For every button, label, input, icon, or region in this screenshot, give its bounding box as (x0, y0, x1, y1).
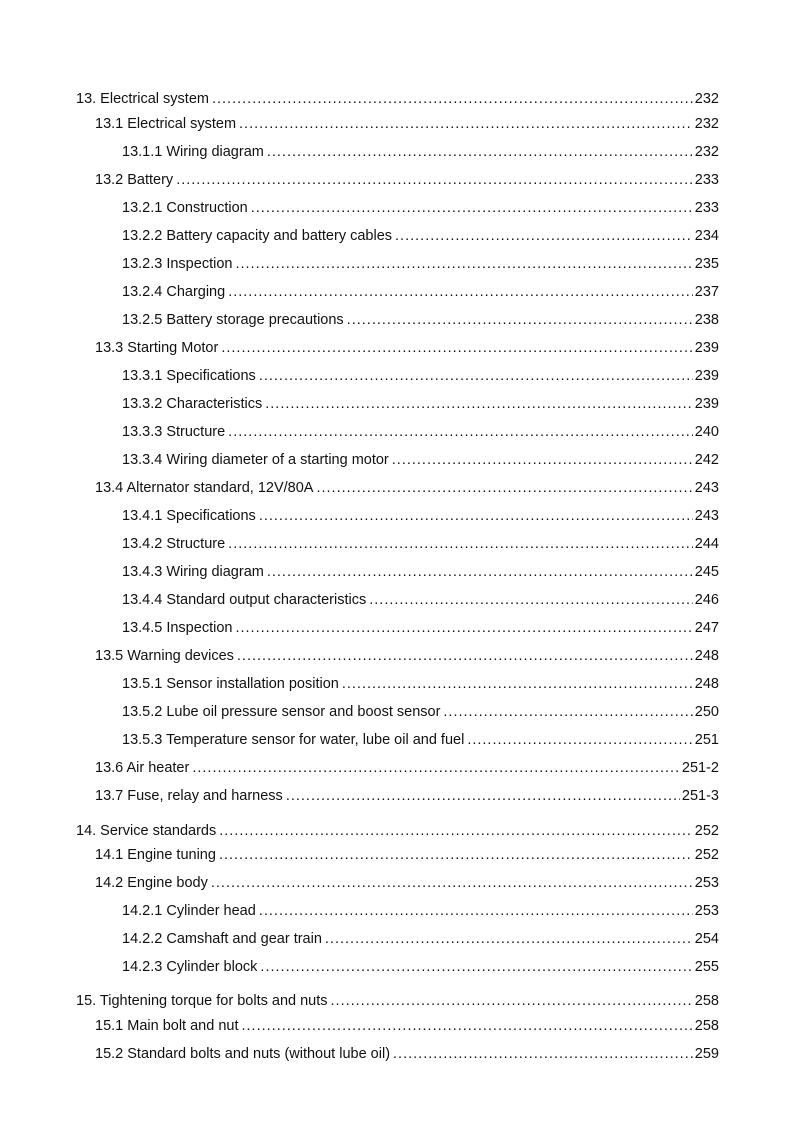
toc-entry-page: 247 (694, 620, 719, 636)
toc-leader-dots (369, 590, 693, 610)
toc-entry-title: 15.2 Standard bolts and nuts (without lube oil) (95, 1046, 391, 1062)
toc-entry-title: 13.4.1 Specifications (122, 508, 256, 524)
toc-entry-page: 240 (694, 424, 719, 440)
toc-entry-page: 232 (694, 91, 719, 107)
toc-leader-dots (221, 338, 692, 358)
toc-leader-dots (393, 1044, 693, 1064)
toc-entry-page: 232 (694, 116, 719, 132)
toc-leader-dots (467, 730, 692, 750)
toc-entry[interactable] (76, 89, 719, 109)
toc-entry[interactable] (122, 310, 719, 330)
toc-entry-page: 251-2 (681, 760, 719, 776)
toc-leader-dots (239, 114, 693, 134)
toc-entry-title: 13.6 Air heater (95, 760, 190, 776)
toc-entry-page: 258 (694, 993, 719, 1009)
toc-leader-dots (192, 758, 680, 778)
toc-entry-page: 246 (694, 592, 719, 608)
toc-entry-page: 258 (694, 1018, 719, 1034)
toc-leader-dots (267, 142, 693, 162)
toc-entry-title: 13.3.2 Characteristics (122, 396, 263, 412)
toc-leader-dots (331, 991, 693, 1011)
toc-entry-title: 13. Electrical system (76, 91, 209, 107)
toc-entry-title: 13.4 Alternator standard, 12V/80A (95, 480, 314, 496)
toc-leader-dots (176, 170, 693, 190)
toc-leader-dots (235, 254, 692, 274)
toc-entry-title: 13.3 Starting Motor (95, 340, 219, 356)
toc-entry-page: 243 (694, 480, 719, 496)
toc-entry[interactable] (122, 422, 719, 442)
toc-entry-page: 243 (694, 508, 719, 524)
toc-leader-dots (347, 310, 693, 330)
toc-entry[interactable] (122, 957, 719, 977)
toc-entry-page: 242 (694, 452, 719, 468)
toc-entry-title: 14.2.3 Cylinder block (122, 959, 258, 975)
toc-entry[interactable] (122, 929, 719, 949)
toc-entry-page: 253 (694, 875, 719, 891)
toc-entry[interactable] (122, 394, 719, 414)
toc-entry-title: 13.1.1 Wiring diagram (122, 144, 264, 160)
toc-entry-page: 255 (694, 959, 719, 975)
toc-entry-page: 232 (694, 144, 719, 160)
toc-leader-dots (259, 901, 693, 921)
toc-entry-page: 259 (694, 1046, 719, 1062)
toc-leader-dots (259, 506, 693, 526)
toc-entry[interactable] (95, 1044, 719, 1064)
toc-entry-title: 13.4.5 Inspection (122, 620, 233, 636)
toc-entry-title: 14. Service standards (76, 823, 217, 839)
toc-entry-title: 13.4.4 Standard output characteristics (122, 592, 367, 608)
toc-entry[interactable] (122, 674, 719, 694)
toc-entry-page: 245 (694, 564, 719, 580)
toc-entry[interactable] (122, 142, 719, 162)
toc-entry[interactable] (122, 450, 719, 470)
toc-entry[interactable] (122, 282, 719, 302)
toc-leader-dots (211, 873, 693, 893)
toc-leader-dots (237, 646, 693, 666)
toc-entry-page: 238 (694, 312, 719, 328)
toc-entry-page: 248 (694, 648, 719, 664)
toc-entry-title: 14.2 Engine body (95, 875, 208, 891)
toc-entry[interactable] (122, 506, 719, 526)
toc-leader-dots (395, 226, 693, 246)
toc-entry[interactable] (95, 170, 719, 190)
toc-leader-dots (235, 618, 692, 638)
toc-entry[interactable] (122, 198, 719, 218)
toc-entry[interactable] (122, 366, 719, 386)
toc-leader-dots (219, 821, 693, 841)
toc-entry[interactable] (122, 562, 719, 582)
toc-entry-title: 13.2.2 Battery capacity and battery cables (122, 228, 393, 244)
toc-entry[interactable] (122, 702, 719, 722)
toc-entry[interactable] (122, 730, 719, 750)
toc-entry[interactable] (95, 786, 719, 806)
toc-leader-dots (259, 366, 693, 386)
toc-entry-title: 13.3.3 Structure (122, 424, 226, 440)
toc-entry-title: 14.2.2 Camshaft and gear train (122, 931, 322, 947)
toc-entry-page: 239 (694, 368, 719, 384)
toc-entry-title: 13.2.1 Construction (122, 200, 248, 216)
toc-entry-title: 13.1 Electrical system (95, 116, 237, 132)
toc-entry-title: 13.3.1 Specifications (122, 368, 256, 384)
toc-entry-page: 244 (694, 536, 719, 552)
toc-entry-page: 234 (694, 228, 719, 244)
toc-entry-page: 235 (694, 256, 719, 272)
toc-entry-page: 239 (694, 340, 719, 356)
toc-entry[interactable] (122, 618, 719, 638)
toc-entry-title: 14.2.1 Cylinder head (122, 903, 256, 919)
toc-entry-page: 233 (694, 200, 719, 216)
toc-leader-dots (228, 534, 693, 554)
toc-entry-page: 239 (694, 396, 719, 412)
toc-entry-title: 13.3.4 Wiring diameter of a starting motor (122, 452, 389, 468)
toc-entry[interactable] (95, 114, 719, 134)
toc-entry-title: 13.2.3 Inspection (122, 256, 233, 272)
toc-entry[interactable] (122, 590, 719, 610)
toc-leader-dots (228, 422, 693, 442)
toc-entry[interactable] (122, 534, 719, 554)
toc-entry-title: 14.1 Engine tuning (95, 847, 216, 863)
toc-entry[interactable] (122, 254, 719, 274)
toc-entry-page: 254 (694, 931, 719, 947)
toc-entry[interactable] (95, 873, 719, 893)
toc-entry[interactable] (95, 646, 719, 666)
toc-leader-dots (265, 394, 693, 414)
toc-entry-page: 237 (694, 284, 719, 300)
toc-entry[interactable] (76, 991, 719, 1011)
toc-entry[interactable] (95, 845, 719, 865)
toc-entry[interactable] (76, 821, 719, 841)
toc-entry-page: 250 (694, 704, 719, 720)
toc-leader-dots (242, 1016, 693, 1036)
toc-entry-title: 13.4.2 Structure (122, 536, 226, 552)
toc-entry[interactable] (95, 758, 719, 778)
toc-entry-title: 13.5 Warning devices (95, 648, 234, 664)
toc-entry[interactable] (122, 901, 719, 921)
toc-leader-dots (251, 198, 693, 218)
toc-entry-page: 251-3 (681, 788, 719, 804)
toc-entry-page: 252 (694, 823, 719, 839)
toc-leader-dots (342, 674, 693, 694)
toc-leader-dots (392, 450, 693, 470)
toc-entry-title: 15. Tightening torque for bolts and nuts (76, 993, 328, 1009)
toc-leader-dots (212, 89, 693, 109)
toc-leader-dots (267, 562, 693, 582)
toc-entry[interactable] (122, 226, 719, 246)
toc-leader-dots (228, 282, 693, 302)
toc-entry[interactable] (95, 338, 719, 358)
toc-entry-page: 253 (694, 903, 719, 919)
toc-leader-dots (219, 845, 693, 865)
toc-leader-dots (325, 929, 693, 949)
toc-entry-title: 13.4.3 Wiring diagram (122, 564, 264, 580)
toc-entry[interactable] (95, 1016, 719, 1036)
toc-entry-title: 13.2 Battery (95, 172, 174, 188)
toc-entry-page: 248 (694, 676, 719, 692)
toc-entry-page: 252 (694, 847, 719, 863)
toc-leader-dots (316, 478, 692, 498)
toc-entry-title: 13.2.4 Charging (122, 284, 226, 300)
toc-entry[interactable] (95, 478, 719, 498)
toc-leader-dots (443, 702, 692, 722)
toc-entry-page: 233 (694, 172, 719, 188)
toc-entry-title: 13.5.2 Lube oil pressure sensor and boost sensor (122, 704, 441, 720)
toc-leader-dots (286, 786, 680, 806)
toc-entry-page: 251 (694, 732, 719, 748)
toc-entry-title: 13.5.1 Sensor installation position (122, 676, 339, 692)
toc-entry-title: 13.7 Fuse, relay and harness (95, 788, 283, 804)
toc-entry-title: 13.5.3 Temperature sensor for water, lube oil and fuel (122, 732, 465, 748)
toc-entry-title: 15.1 Main bolt and nut (95, 1018, 239, 1034)
toc-leader-dots (260, 957, 692, 977)
toc-entry-title: 13.2.5 Battery storage precautions (122, 312, 344, 328)
